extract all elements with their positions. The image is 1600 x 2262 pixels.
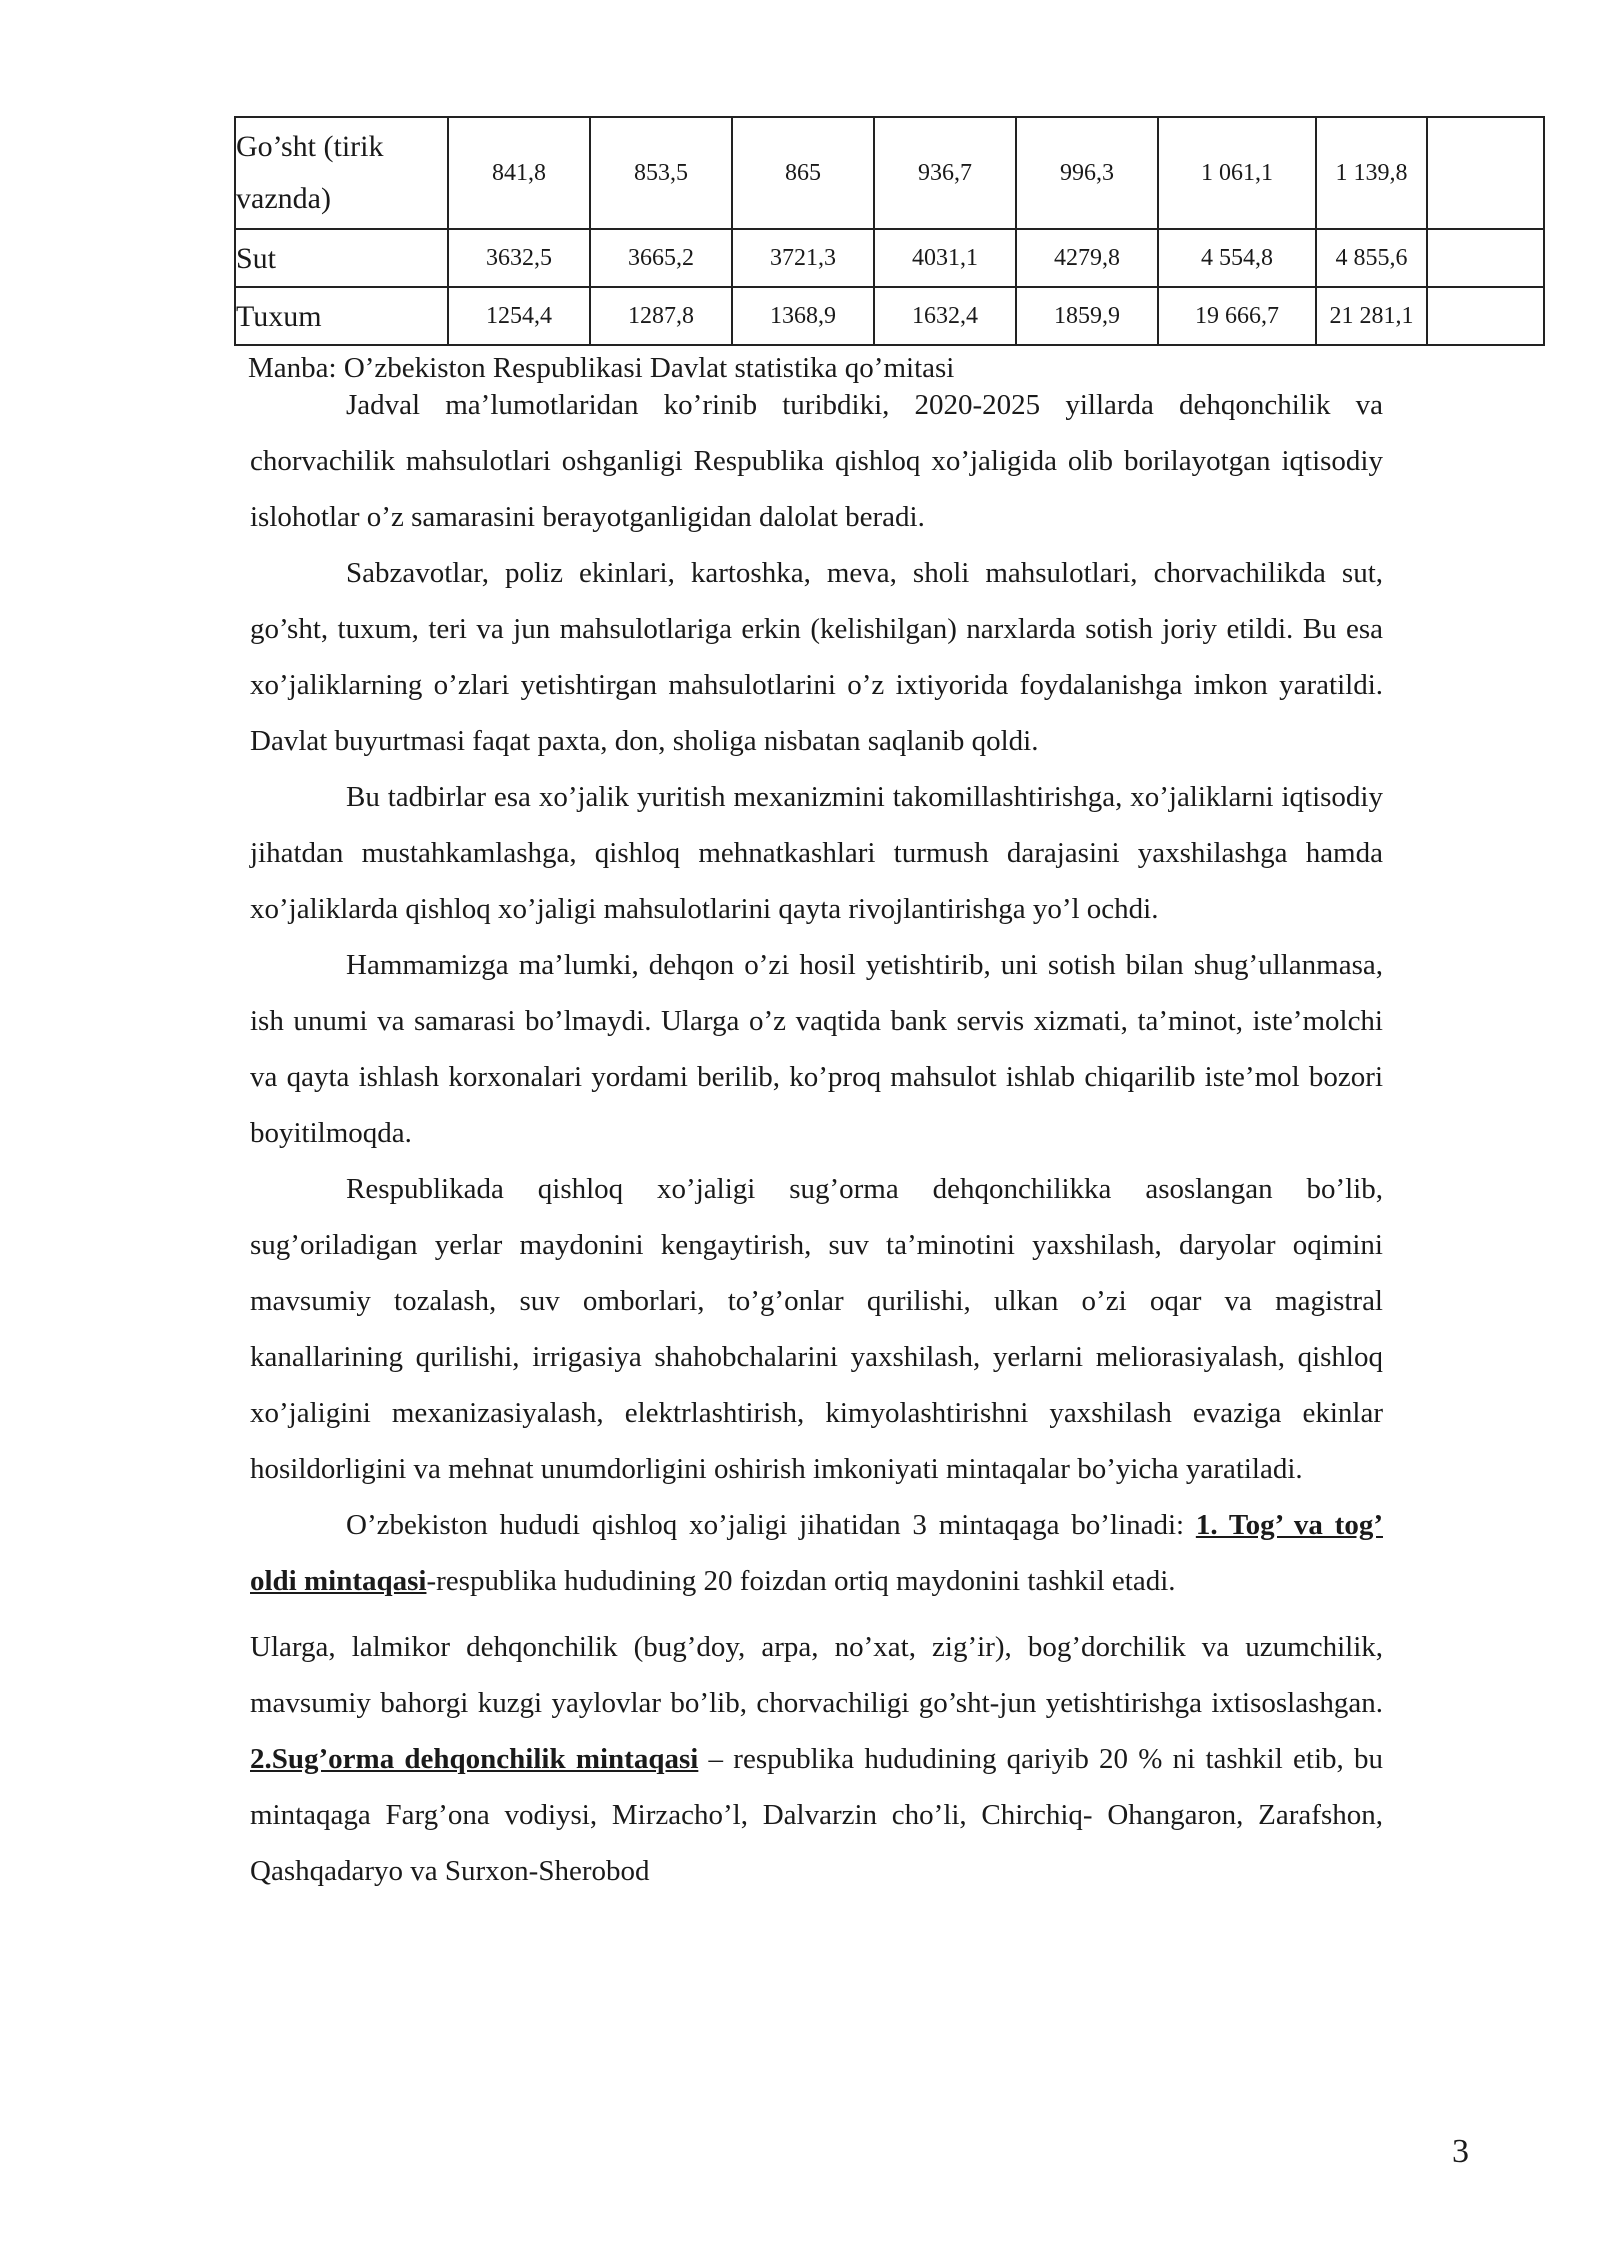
table-cell: 1 061,1 bbox=[1158, 117, 1316, 229]
paragraph: Hammamizga ma’lumki, dehqon o’zi hosil yetishtirib, uni sotish bilan shug’ullanmasa, ish unumi va samarasi bo’lmaydi. Ularga o’z vaqtida bank servis xizmati, ta’minot, iste’molchi va qayta ishlash korxonalari yordami berilib, ko’proq mahsulot ishlab chiqarilib iste’mol bozori boyitilmoqda. bbox=[250, 949, 1383, 1149]
paragraph: Respublikada qishloq xo’jaligi sug’orma dehqonchilikka asoslangan bo’lib, sug’oriladigan yerlar maydonini kengaytirish, suv ta’minotini yaxshilash, daryolar oqimini mavsumiy tozalash, suv omborlari, to’g’onlar qurilishi, ulkan o’zi oqar va magistral kanallarining qurilishi, irrigasiya shahobchalarini yaxshilash, yerlarni meliorasiyalash, qishloq xo’jaligini mexanizasiyalash, elektrlashtirish, kimyolashtirishni yaxshilash evaziga ekinlar hosildorligini va mehnat unumdorligini oshirish imkoniyati mintaqalar bo’yicha yaratiladi. bbox=[250, 1173, 1383, 1485]
table-cell: 853,5 bbox=[590, 117, 732, 229]
table-cell: 19 666,7 bbox=[1158, 287, 1316, 345]
text-run: -respublika hududining 20 foizdan ortiq maydonini tashkil etadi. bbox=[426, 1565, 1176, 1597]
table-row-eggs bbox=[235, 287, 1544, 345]
row-label-line: vaznda) bbox=[236, 182, 331, 215]
row-label-meat bbox=[235, 117, 448, 229]
text-run: Ularga, lalmikor dehqonchilik (bug’doy, arpa, no’xat, zig’ir), bog’dorchilik va uzumchilik, mavsumiy bahorgi kuzgi yaylovlar bo’lib, chorvachiligi go’sht-jun yetishtirishga ixtisoslashgan. bbox=[250, 1631, 1383, 1719]
table-cell: 841,8 bbox=[448, 117, 590, 229]
table-cell-empty bbox=[1427, 229, 1544, 287]
table-source-note: Manba: O’zbekiston Respublikasi Davlat statistika qo’mitasi bbox=[248, 352, 955, 384]
table-cell: 3665,2 bbox=[590, 229, 732, 287]
table-cell: 3632,5 bbox=[448, 229, 590, 287]
table-cell: 1254,4 bbox=[448, 287, 590, 345]
region-heading-irrigated: 2.Sug’orma dehqonchilik mintaqasi bbox=[250, 1743, 699, 1775]
row-label-eggs: Tuxum bbox=[235, 287, 448, 345]
table-cell: 1632,4 bbox=[874, 287, 1016, 345]
table-cell: 1368,9 bbox=[732, 287, 874, 345]
page-number: 3 bbox=[1452, 2133, 1469, 2170]
region-heading-mountain: 1. Tog’ va tog’ oldi mintaqasi bbox=[250, 1509, 1383, 1597]
livestock-production-table bbox=[234, 116, 1545, 346]
table-cell: 4279,8 bbox=[1016, 229, 1158, 287]
row-label-milk: Sut bbox=[235, 229, 448, 287]
paragraph: Jadval ma’lumotlaridan ko’rinib turibdiki, 2020-2025 yillarda dehqonchilik va chorvachilik mahsulotlari oshganligi Respublika qishloq xo’jaligida olib borilayotgan iqtisodiy islohotlar o’z samarasini berayotganligidan dalolat beradi. bbox=[250, 389, 1383, 533]
paragraph bbox=[250, 1619, 1383, 1899]
row-label-line: Go’sht (tirik bbox=[236, 130, 384, 163]
table-cell: 865 bbox=[732, 117, 874, 229]
table-cell: 936,7 bbox=[874, 117, 1016, 229]
text-run: O’zbekiston hududi qishloq xo’jaligi jihatidan 3 mintaqaga bo’linadi: bbox=[346, 1509, 1196, 1541]
body-text bbox=[250, 377, 1383, 1899]
table-cell: 4 554,8 bbox=[1158, 229, 1316, 287]
table-cell-empty bbox=[1427, 287, 1544, 345]
paragraph: Sabzavotlar, poliz ekinlari, kartoshka, meva, sholi mahsulotlari, chorvachilikda sut, go’sht, tuxum, teri va jun mahsulotlariga erkin (kelishilgan) narxlarda sotish joriy etildi. Bu esa xo’jaliklarning o’zlari yetishtirgan mahsulotlarini o’z ixtiyorida foydalanishga imkon yaratildi. Davlat buyurtmasi faqat paxta, don, sholiga nisbatan saqlanib qoldi. bbox=[250, 557, 1383, 757]
table-cell-empty bbox=[1427, 117, 1544, 229]
table-row-milk bbox=[235, 229, 1544, 287]
paragraph: Bu tadbirlar esa xo’jalik yuritish mexanizmini takomillashtirishga, xo’jaliklarni iqtisodiy jihatdan mustahkamlashga, qishloq mehnatkashlari turmush darajasini yaxshilashga hamda xo’jaliklarda qishloq xo’jaligi mahsulotlarini qayta rivojlantirishga yo’l ochdi. bbox=[250, 781, 1383, 925]
text-run: – respublika hududining qariyib 20 % ni tashkil etib, bu mintaqaga Farg’ona vodiysi, Mirzacho’l, Dalvarzin cho’li, Chirchiq- Ohangaron, Zarafshon, Qashqadaryo va Surxon-Sherobod bbox=[250, 1743, 1383, 1887]
table-cell: 996,3 bbox=[1016, 117, 1158, 229]
table-cell: 3721,3 bbox=[732, 229, 874, 287]
table-cell: 4031,1 bbox=[874, 229, 1016, 287]
table-cell: 1859,9 bbox=[1016, 287, 1158, 345]
table-cell: 21 281,1 bbox=[1316, 287, 1427, 345]
table-cell: 4 855,6 bbox=[1316, 229, 1427, 287]
table-cell: 1 139,8 bbox=[1316, 117, 1427, 229]
table-row-meat bbox=[235, 117, 1544, 229]
table-cell: 1287,8 bbox=[590, 287, 732, 345]
paragraph bbox=[250, 1497, 1383, 1609]
